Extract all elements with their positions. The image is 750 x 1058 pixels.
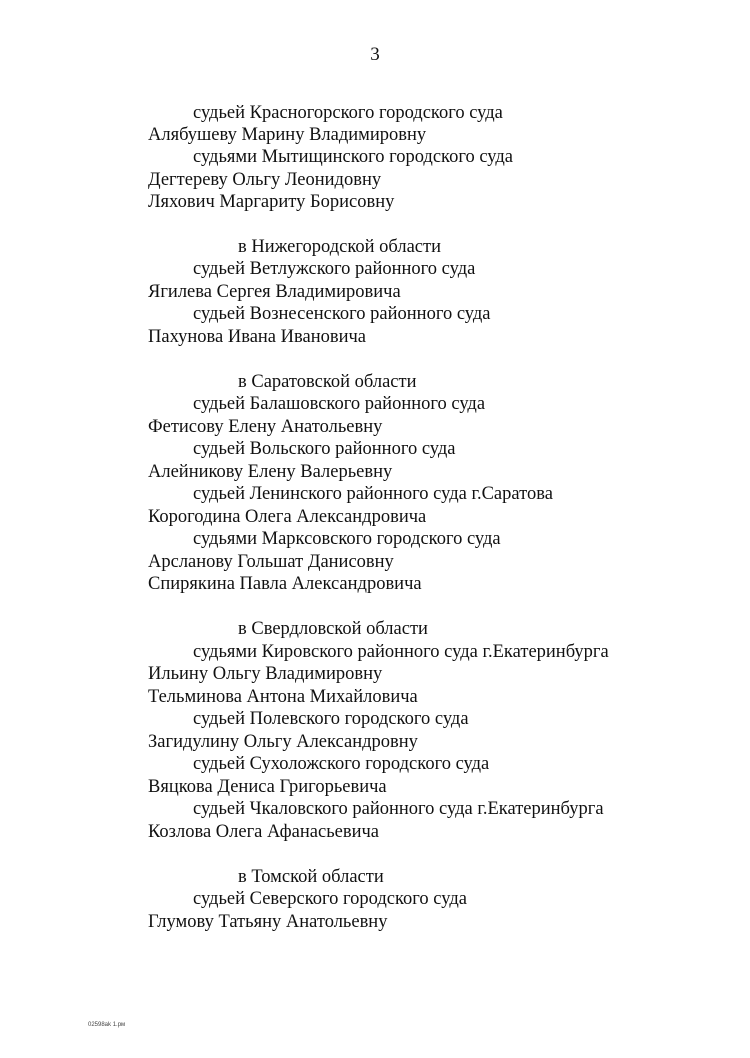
court-title: судьей Северского городского суда [193,889,467,909]
court-title: судьей Сухоложского городского суда [193,754,490,774]
court-title: судьями Марксовского городского суда [193,529,501,549]
judge-name: Ляхович Маргариту Борисовну [148,192,395,212]
page-number: 3 [370,44,380,65]
judge-name: Корогодина Олега Александровича [148,507,427,527]
judge-name: Ильину Ольгу Владимировну [148,664,383,684]
region-heading: в Нижегородской области [238,237,442,257]
judge-name: Глумову Татьяну Анатольевну [148,912,388,932]
judge-name: Козлова Олега Афанасьевича [148,822,379,842]
judge-name: Пахунова Ивана Ивановича [148,327,367,347]
court-title: судьей Балашовского районного суда [193,394,486,414]
judge-name: Спирякина Павла Александровича [148,574,422,594]
judge-name: Алябушеву Марину Владимировну [148,125,427,145]
document-code-footer: 02598ak 1.рм [88,1022,126,1028]
court-title: судьей Ленинского районного суда г.Саратова [193,484,553,504]
judge-name: Дегтереву Ольгу Леонидовну [148,170,382,190]
court-title: судьей Вознесенского районного суда [193,304,491,324]
region-heading: в Томской области [238,867,384,887]
judge-name: Тельминова Антона Михайловича [148,687,418,707]
region-heading: в Саратовской области [238,372,417,392]
judge-name: Фетисову Елену Анатольевну [148,417,383,437]
court-title: судьей Вольского районного суда [193,439,456,459]
judge-name: Ягилева Сергея Владимировича [148,282,401,302]
court-title: судьей Ветлужского районного суда [193,259,476,279]
judge-name: Вяцкова Дениса Григорьевича [148,777,387,797]
court-title: судьей Полевского городского суда [193,709,469,729]
court-title: судьей Красногорского городского суда [193,103,503,123]
region-heading: в Свердловской области [238,619,428,639]
judge-name: Загидулину Ольгу Александровну [148,732,418,752]
judge-name: Арсланову Гольшат Данисовну [148,552,394,572]
court-title: судьей Чкаловского районного суда г.Екатеринбурга [193,799,604,819]
court-title: судьями Кировского районного суда г.Екатеринбурга [193,642,609,662]
court-title: судьями Мытищинского городского суда [193,147,514,167]
judge-name: Алейникову Елену Валерьевну [148,462,393,482]
